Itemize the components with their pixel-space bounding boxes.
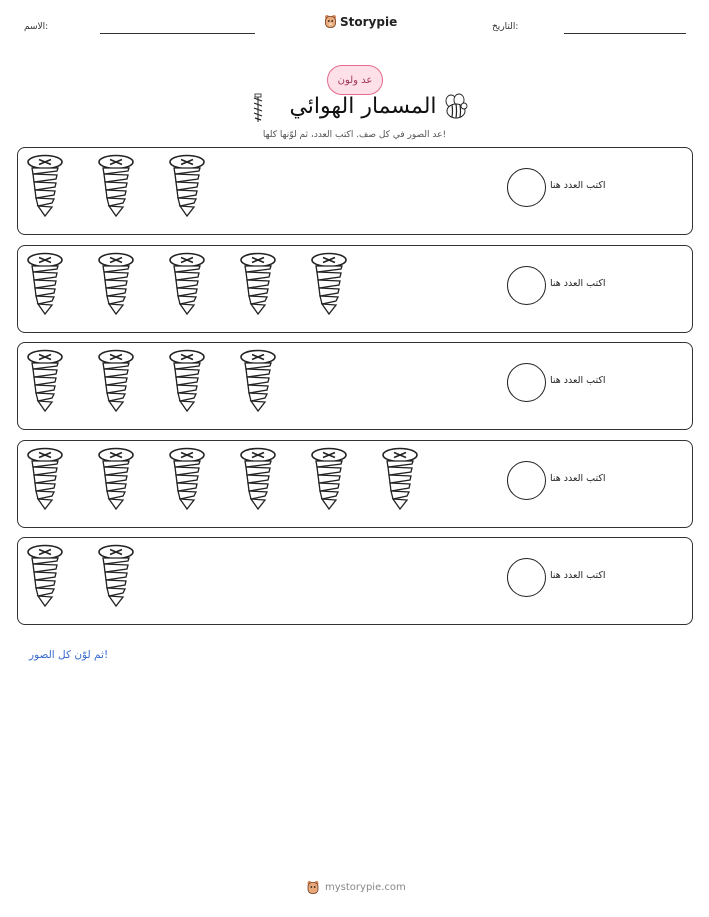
screw-icon [26, 447, 64, 511]
page-title: المسمار الهوائي [289, 94, 437, 119]
count-row [17, 147, 693, 235]
count-row [17, 245, 693, 333]
write-number-label: اكتب العدد هنا [550, 278, 606, 289]
answer-circle[interactable] [507, 461, 546, 500]
screw-icon [168, 252, 206, 316]
brand-logo [324, 14, 397, 29]
row-items [26, 154, 206, 218]
screw-icon [381, 447, 419, 511]
screw-small-icon [250, 92, 266, 124]
name-label: الاسم: [24, 22, 49, 32]
write-number-label: اكتب العدد هنا [550, 180, 606, 191]
color-instruction: ثم لوّن كل الصور! [29, 649, 109, 661]
instruction-text: عد الصور في كل صف. اكتب العدد، ثم لوّنها كلها! [262, 130, 447, 140]
row-items [26, 349, 277, 413]
screw-icon [26, 252, 64, 316]
count-row [17, 342, 693, 430]
count-row [17, 537, 693, 625]
row-items [26, 544, 135, 608]
answer-circle[interactable] [507, 363, 546, 402]
screw-icon [310, 252, 348, 316]
screw-icon [239, 252, 277, 316]
row-items [26, 447, 419, 511]
bear-icon [324, 14, 337, 29]
write-number-label: اكتب العدد هنا [550, 570, 606, 581]
screw-icon [168, 349, 206, 413]
screw-icon [97, 154, 135, 218]
screw-icon [168, 154, 206, 218]
write-number-label: اكتب العدد هنا [550, 473, 606, 484]
footer-url[interactable]: mystorypie.com [325, 882, 406, 893]
screw-icon [26, 544, 64, 608]
screw-icon [26, 154, 64, 218]
screw-icon [168, 447, 206, 511]
bee-icon [442, 92, 470, 122]
answer-circle[interactable] [507, 558, 546, 597]
answer-circle[interactable] [507, 266, 546, 305]
count-row [17, 440, 693, 528]
screw-icon [97, 544, 135, 608]
screw-icon [239, 349, 277, 413]
screw-icon [239, 447, 277, 511]
date-label: التاريخ: [492, 22, 519, 32]
bear-icon [306, 880, 320, 895]
date-line [564, 33, 686, 34]
name-line [100, 33, 255, 34]
screw-icon [97, 447, 135, 511]
footer [306, 880, 406, 895]
write-number-label: اكتب العدد هنا [550, 375, 606, 386]
count-color-badge: عد ولون [327, 65, 383, 95]
screw-icon [97, 349, 135, 413]
screw-icon [97, 252, 135, 316]
title-row [250, 92, 470, 124]
screw-icon [310, 447, 348, 511]
answer-circle[interactable] [507, 168, 546, 207]
brand-name: Storypie [340, 14, 398, 29]
screw-icon [26, 349, 64, 413]
row-items [26, 252, 348, 316]
